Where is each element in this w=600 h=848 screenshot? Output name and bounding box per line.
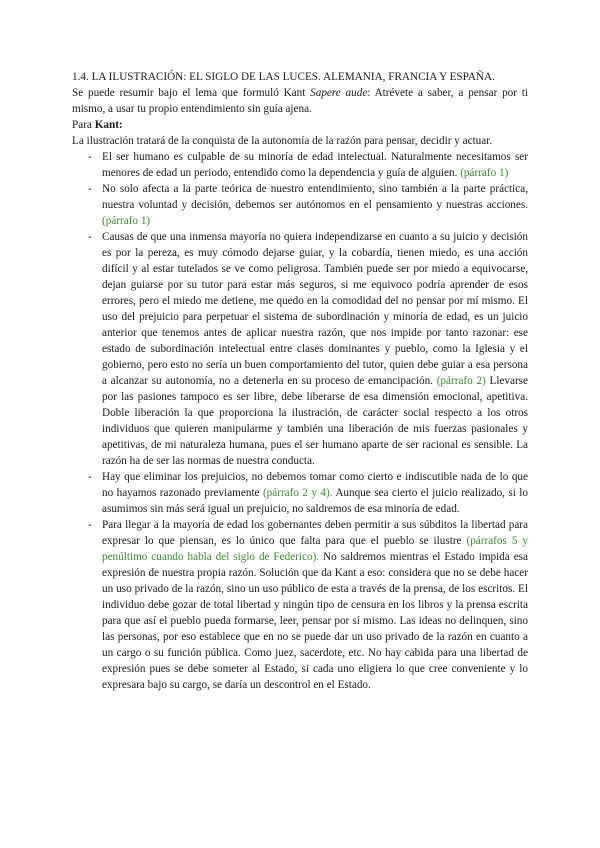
- kant-label-prefix: Para: [72, 119, 95, 131]
- bullet-dash: -: [88, 151, 92, 163]
- kant-label: Kant:: [94, 119, 123, 131]
- bullet-dash: -: [88, 471, 92, 483]
- item-text: El ser humano es culpable de su minoría de edad intelectual. Naturalmente necesitamos ser menores de edad un periodo, entendido como la dependencia y guía de alguien.: [102, 151, 528, 179]
- paragraph-reference: (párrafo 2 y 4).: [262, 487, 333, 499]
- item-text-continued: Llevarse por las pasiones tampoco es ser libre, debe liberarse de esa dimensión emocional, apetitiva. Doble liberación la que proporciona la ilustración, de carácter social respecto a los otros individuos que quieren manipularme y también una liberación de mis fuerzas pasionales y apetitivas, de mi naturaleza humana, pues el ser humano aparte de ser racional es sensible. La razón ha de ser las normas de nuestra conducta.: [102, 375, 528, 467]
- item-text-continued: No saldremos mientras el Estado impida esa expresión de nuestra propia razón. Solución que da Kant a eso: considera que no se debe hacer un uso privado de la razón, sino un uso público de esta a través de la prensa, de los escritos. El individuo debe gozar de total libertad y ningún tipo de censura en los libros y la prensa escrita para que así el pueblo pueda formarse, leer, pensar por sí mismo. Las ideas no delinquen, sino las personas, por eso establece que en no se puede dar un uso privado de la razón en cuanto a un cargo o su función pública. Como juez, sacerdote, etc. No hay cabida para una libertad de expresión pues se debe someter al Estado, si cada uno eligiera lo que cree conveniente y lo expresara bajo su cargo, se daría un descontrol en el Estado.: [102, 551, 528, 691]
- bullet-dash: -: [88, 519, 92, 531]
- summary-paragraph: La ilustración tratará de la conquista de la autonomía de la razón para pensar, decidir y actuar.: [72, 135, 493, 147]
- bullet-dash: -: [88, 183, 92, 195]
- paragraph-reference: (párrafos 5 y penúltimo cuando habla del siglo de Federico).: [102, 535, 529, 563]
- paragraph-reference: (párrafo 1): [460, 167, 509, 179]
- item-text-continued: Aunque sea cierto el juicio realizado, si lo asumimos sin más será igual un prejuicio, no saldremos de esa minoría de edad.: [102, 487, 528, 515]
- bullet-dash: -: [88, 231, 92, 243]
- paragraph-reference: (párrafo 1): [102, 215, 151, 227]
- list-item: [72, 229, 528, 469]
- list-item: [72, 469, 528, 517]
- document-body: [72, 69, 528, 693]
- item-text: No solo afecta a la parte teórica de nuestro entendimiento, sino también a la parte práctica, nuestra voluntad y decisión, debemos ser autónomos en el pensamiento y nuestras acciones.: [102, 183, 528, 211]
- item-text: Hay que eliminar los prejuicios, no debemos tomar como cierto e indiscutible nada de lo que no hayamos razonado previamente: [102, 471, 528, 499]
- list-item: [72, 149, 528, 181]
- list-item: [72, 181, 528, 229]
- section-heading: 1.4. LA ILUSTRACIÓN: EL SIGLO DE LAS LUCES. ALEMANIA, FRANCIA Y ESPAÑA.: [72, 71, 495, 83]
- intro-emphasis: Sapere aude: [310, 87, 368, 99]
- paragraph-reference: (párrafo 2): [436, 375, 486, 387]
- list-item: [72, 517, 528, 693]
- intro-after: : Atrévete a saber, a pensar por ti mismo, a usar tu propio entendimiento sin guía ajena.: [72, 87, 528, 115]
- item-text: Para llegar a la mayoría de edad los gobernantes deben permitir a sus súbditos la libertad para expresar lo que piensan, es lo único que falta para que el pueblo se ilustre: [102, 519, 528, 547]
- intro-before: Se puede resumir bajo el lema que formuló Kant: [72, 87, 311, 99]
- intro-paragraph: [72, 85, 528, 117]
- item-text: Causas de que una inmensa mayoría no quiera independizarse en cuanto a su juicio y decisión es por la pereza, es muy cómodo dejarse guiar, y la cobardía, tienen miedo, es una acción difícil y al estar tutelados se ve como peligrosa. También puede ser por miedo a equivocarse, dejan guiarse por su tutor para estar más seguros, si me equivoco podría aprender de esos errores, pero el miedo me detiene, me quedo en la comodidad del no pensar por mí mismo. El uso del prejuicio para perpetuar el sistema de subordinación y minoría de edad, es un juicio anterior que tenemos antes de aplicar nuestra razón, que nos impide por tanto razonar: ese estado de subordinación intelectual entre clases dominantes y pueblo, como la Iglesia y el gobierno, pero esto no sería un buen comportamiento del tutor, quien debe guiar a esa persona a alcanzar su autonomía, no a detenerla en su proceso de emancipación.: [102, 231, 528, 387]
- kant-label-line: [72, 117, 528, 133]
- bullet-list: [72, 149, 528, 693]
